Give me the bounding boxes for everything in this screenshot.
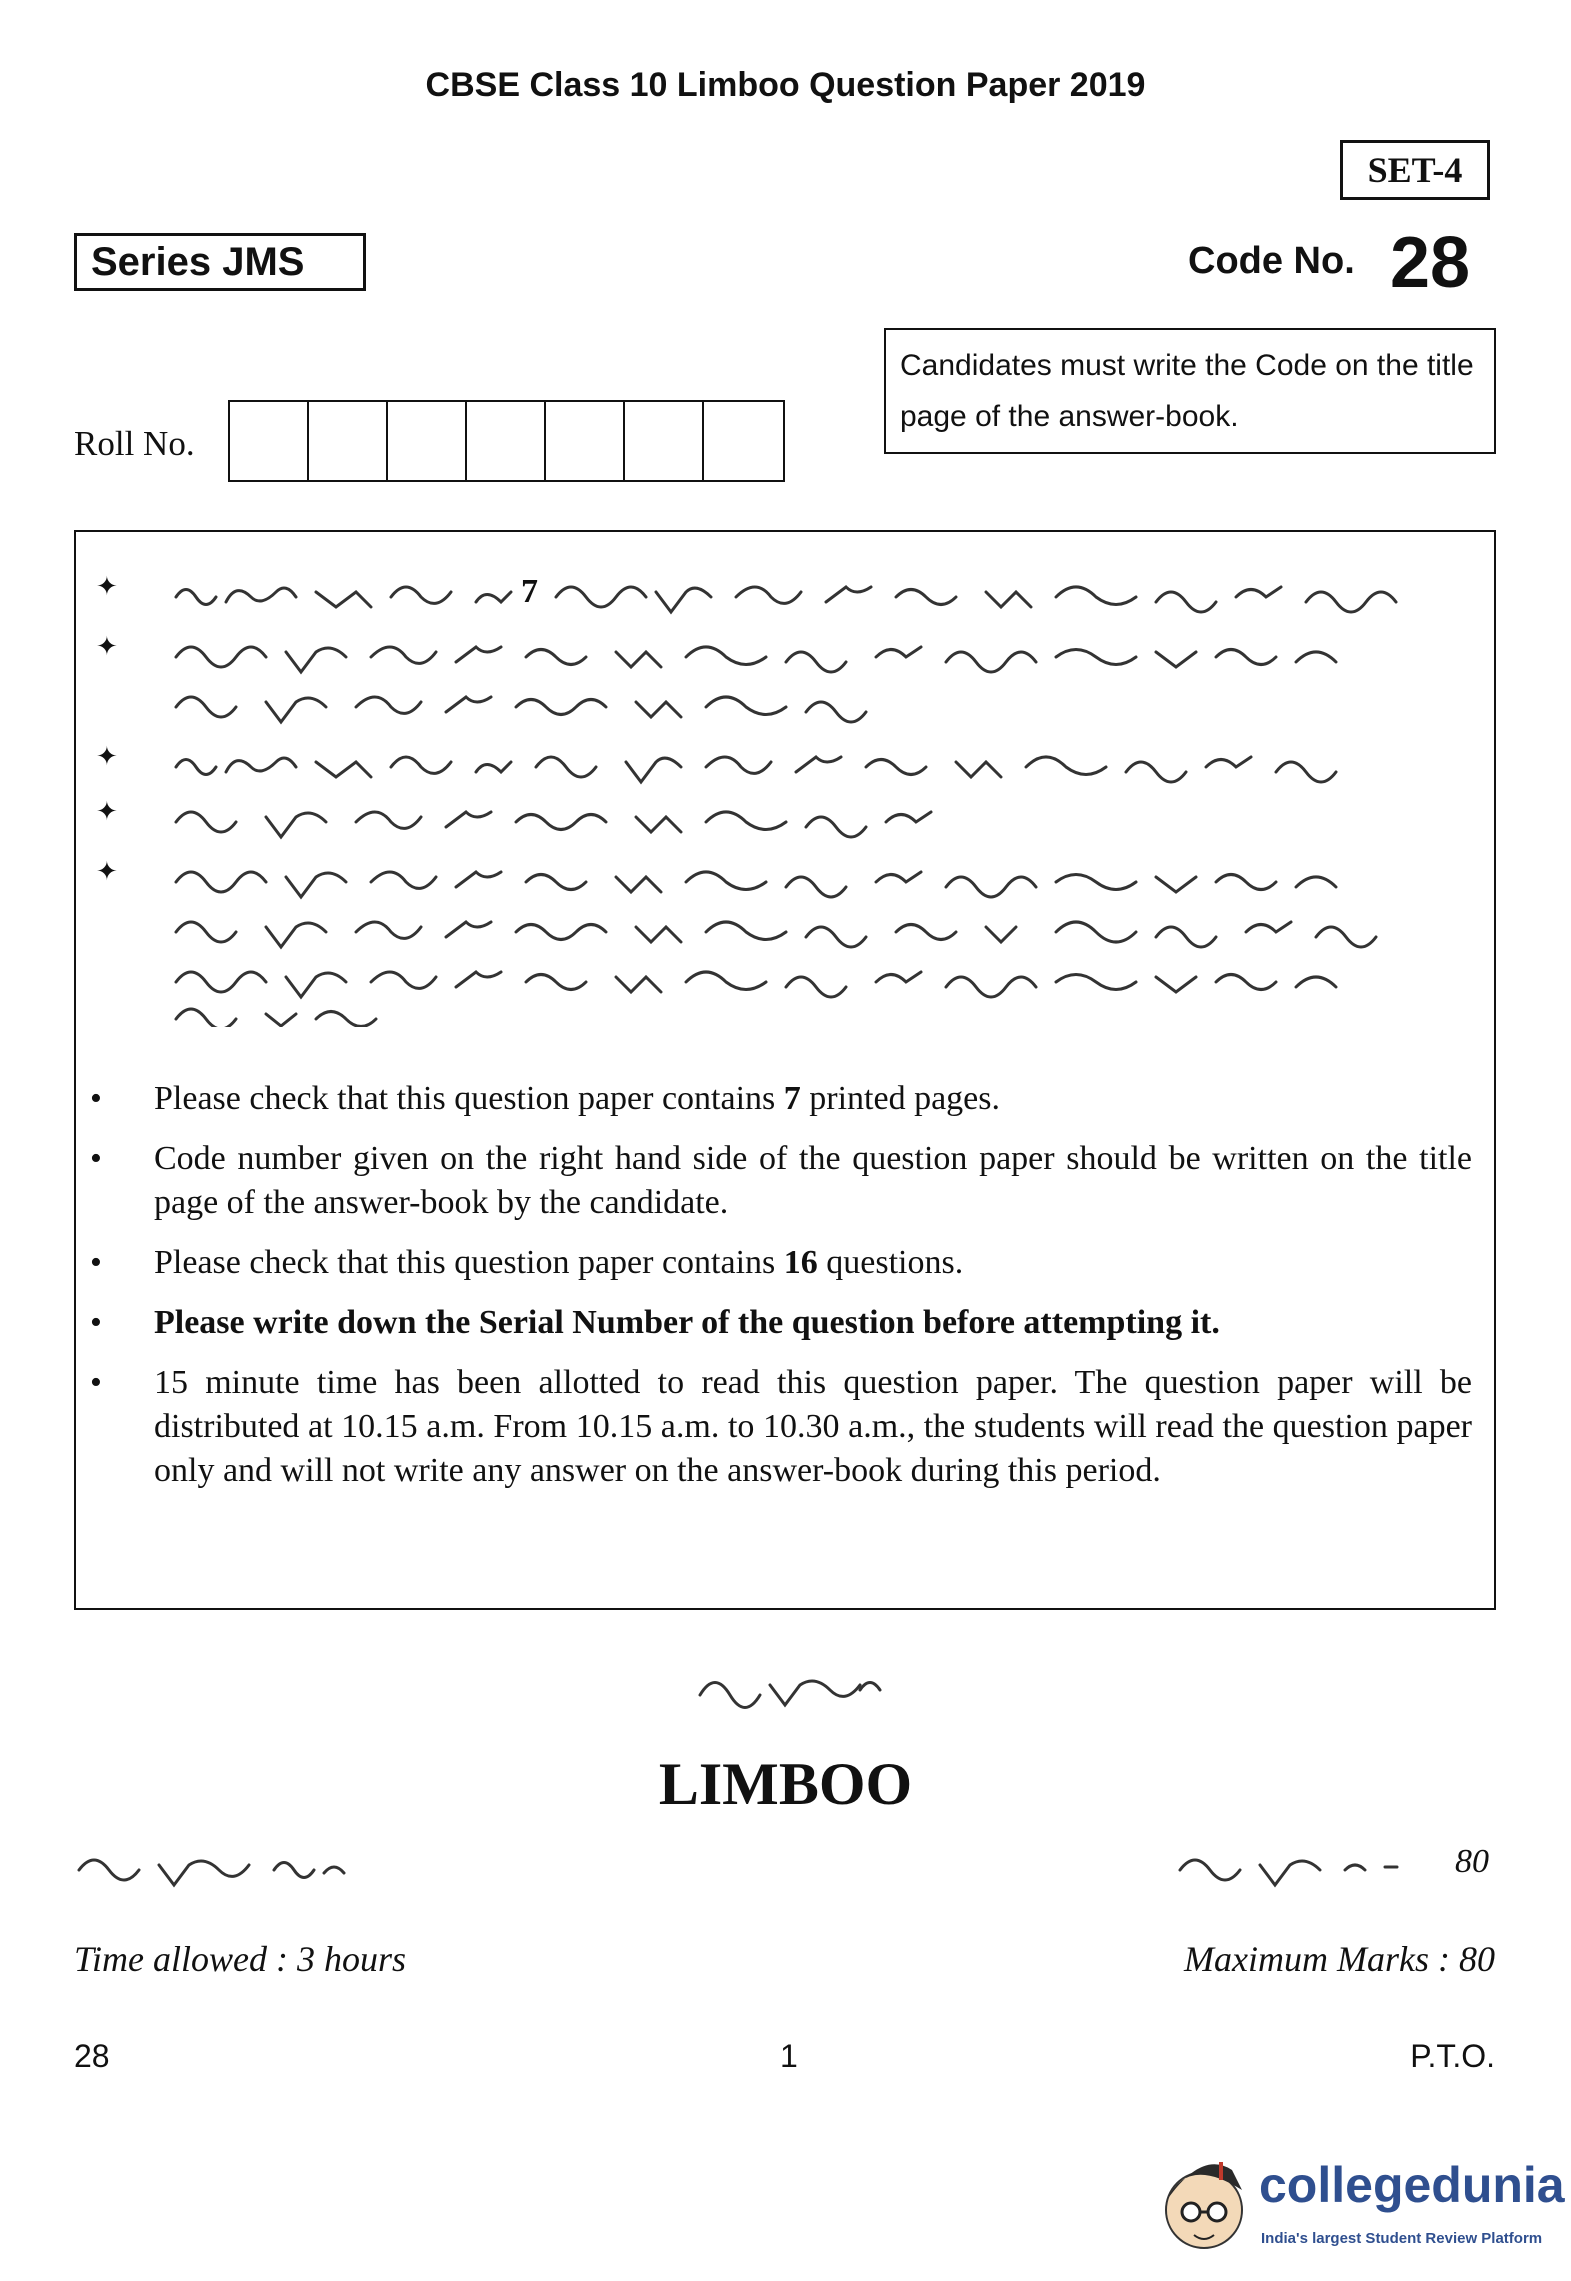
instruction-text: Code number given on the right hand side of the question paper should be written on the title page of the answer-book by the candidate. (154, 1140, 1472, 1221)
limbu-instruction-3 (156, 732, 1486, 792)
roll-box[interactable] (388, 402, 467, 480)
code-label: Code No. (1188, 240, 1355, 282)
roll-box[interactable] (625, 402, 704, 480)
limbu-pages-number: 7 (521, 573, 538, 610)
subject-title: LIMBOO (658, 1751, 913, 1817)
roll-box[interactable] (467, 402, 546, 480)
instruction-text: questions. (817, 1244, 964, 1281)
instruction-text: 15 minute time has been allotted to read this question paper. The question paper will be distributed at 10.15 a.m. From 10.15 a.m. to 10.30 a.m., the students will read the question paper only and will not write any answer on the answer-book during this period. (154, 1364, 1472, 1489)
bullet-dot-icon: • (90, 1244, 102, 1281)
limbu-subject-script (0, 1655, 1571, 1725)
limbu-instruction-1 (156, 562, 1486, 622)
paper-title: CBSE Class 10 Limboo Question Paper 2019 (425, 66, 1146, 104)
limbu-marks-value: 80 (1455, 1843, 1489, 1880)
maximum-marks: Maximum Marks : 80 (1184, 1939, 1495, 1979)
footer-code: 28 (74, 2038, 110, 2074)
pto-label: P.T.O. (1410, 2038, 1495, 2074)
logo-wordmark: collegedunia (1259, 2157, 1565, 2213)
diamond-bullet-icon: ✦ (96, 857, 118, 886)
time-allowed: Time allowed : 3 hours (74, 1939, 407, 1979)
bullet-dot-icon: • (90, 1304, 102, 1341)
diamond-bullet-icon: ✦ (96, 742, 118, 771)
bullet-dot-icon: • (90, 1140, 102, 1177)
limbu-instruction-5 (156, 847, 1486, 1027)
collegedunia-logo (1149, 2150, 1565, 2270)
diamond-bullet-icon: ✦ (96, 572, 118, 601)
instruction-item (76, 1301, 1498, 1345)
roll-box[interactable] (309, 402, 388, 480)
roll-box[interactable] (230, 402, 309, 480)
diamond-bullet-icon: ✦ (96, 632, 118, 661)
instruction-item (76, 1077, 1498, 1121)
instruction-item (76, 1137, 1498, 1225)
page-number: 1 (780, 2038, 798, 2074)
roll-number-boxes[interactable] (228, 400, 785, 482)
roll-number-label: Roll No. (74, 424, 195, 463)
instruction-emphasis: 16 (783, 1244, 818, 1281)
limbu-time-label (74, 1835, 394, 1895)
mascot-icon (1149, 2150, 1259, 2270)
instruction-emphasis: 7 (783, 1080, 801, 1117)
diamond-bullet-icon: ✦ (96, 797, 118, 826)
limbu-marks-label (1175, 1835, 1405, 1895)
series-badge: Series JMS (74, 233, 366, 291)
english-instructions (76, 1077, 1498, 1509)
roll-box[interactable] (704, 402, 783, 480)
bullet-dot-icon: • (90, 1364, 102, 1401)
roll-box[interactable] (546, 402, 625, 480)
logo-tagline: India's largest Student Review Platform (1261, 2230, 1543, 2247)
limbu-instruction-2 (156, 622, 1486, 732)
candidate-note-box: Candidates must write the Code on the title page of the answer-book. (884, 328, 1496, 454)
limbu-instruction-4 (156, 787, 1486, 847)
code-number: 28 (1390, 223, 1471, 303)
instruction-emphasis: Please write down the Serial Number of the question before attempting it. (154, 1304, 1220, 1341)
instructions-box (74, 530, 1496, 1610)
instruction-item (76, 1361, 1498, 1493)
instruction-text: Please check that this question paper contains (154, 1080, 784, 1117)
instruction-text: printed pages. (800, 1080, 1000, 1117)
instruction-item (76, 1241, 1498, 1285)
instruction-text: Please check that this question paper contains (154, 1244, 784, 1281)
bullet-dot-icon: • (90, 1080, 102, 1117)
set-badge: SET-4 (1340, 140, 1490, 200)
